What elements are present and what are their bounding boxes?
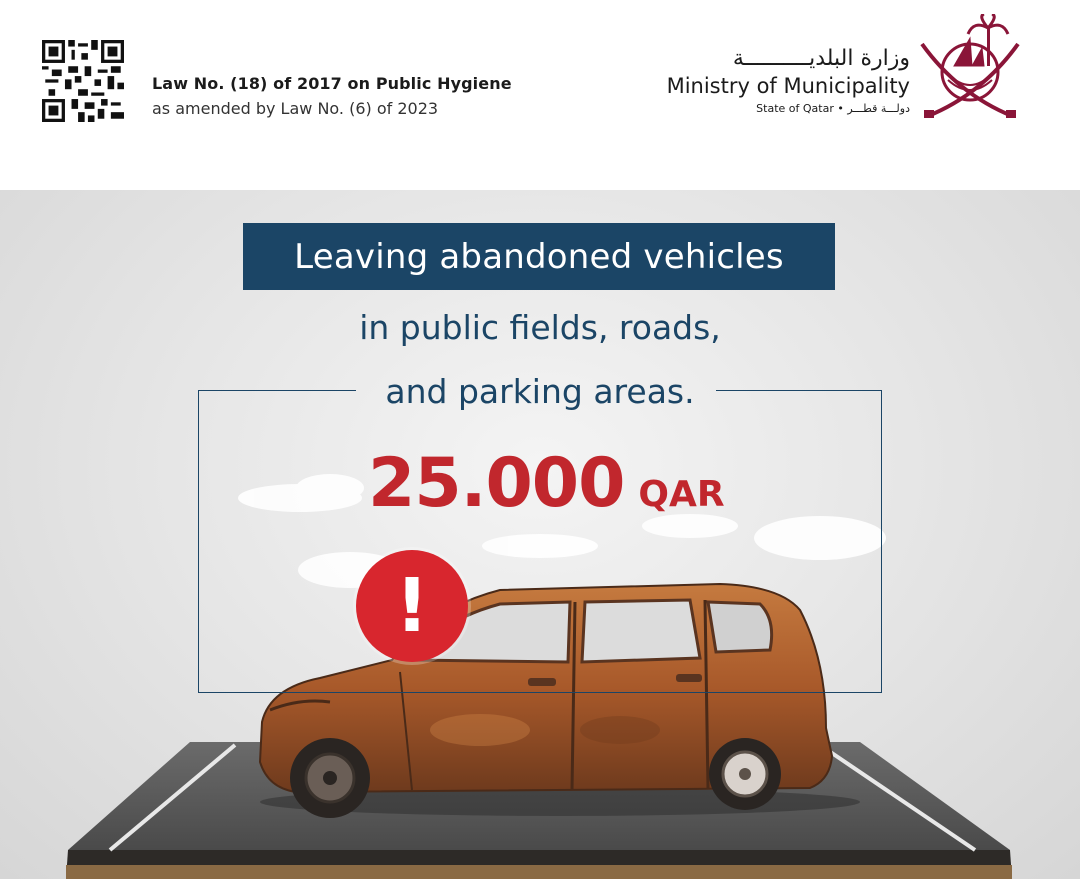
law-amendment: as amended by Law No. (6) of 2023 [152,99,439,118]
poster [0,190,1080,879]
warning-icon [356,550,468,662]
law-reference [152,74,512,118]
fine-currency: QAR [638,474,725,515]
headline-text: Leaving abandoned vehicles [294,236,784,277]
car-wheel-front [290,738,370,818]
headline-banner [243,223,835,290]
qr-code-icon[interactable] [42,40,124,122]
car-wheel-rear [709,738,781,810]
headline-line-2: and parking areas. [385,372,695,411]
qatar-emblem-icon [918,14,1022,122]
fine-amount-value: 25.000 [368,444,625,523]
headline-line-1: in public fields, roads, [359,308,721,347]
fine-frame [198,390,882,693]
fine-amount [368,444,725,523]
state-of-qatar-label: State of Qatar • دولـــة قطـــر [756,102,910,115]
ministry-name-english: Ministry of Municipality [666,74,910,98]
law-title: Law No. (18) of 2017 on Public Hygiene [152,74,512,93]
header [0,0,1080,190]
ministry-name [667,46,910,115]
ministry-name-arabic: وزارة البلديــــــــــة [732,46,910,71]
warning-exclamation: ! [395,563,429,649]
